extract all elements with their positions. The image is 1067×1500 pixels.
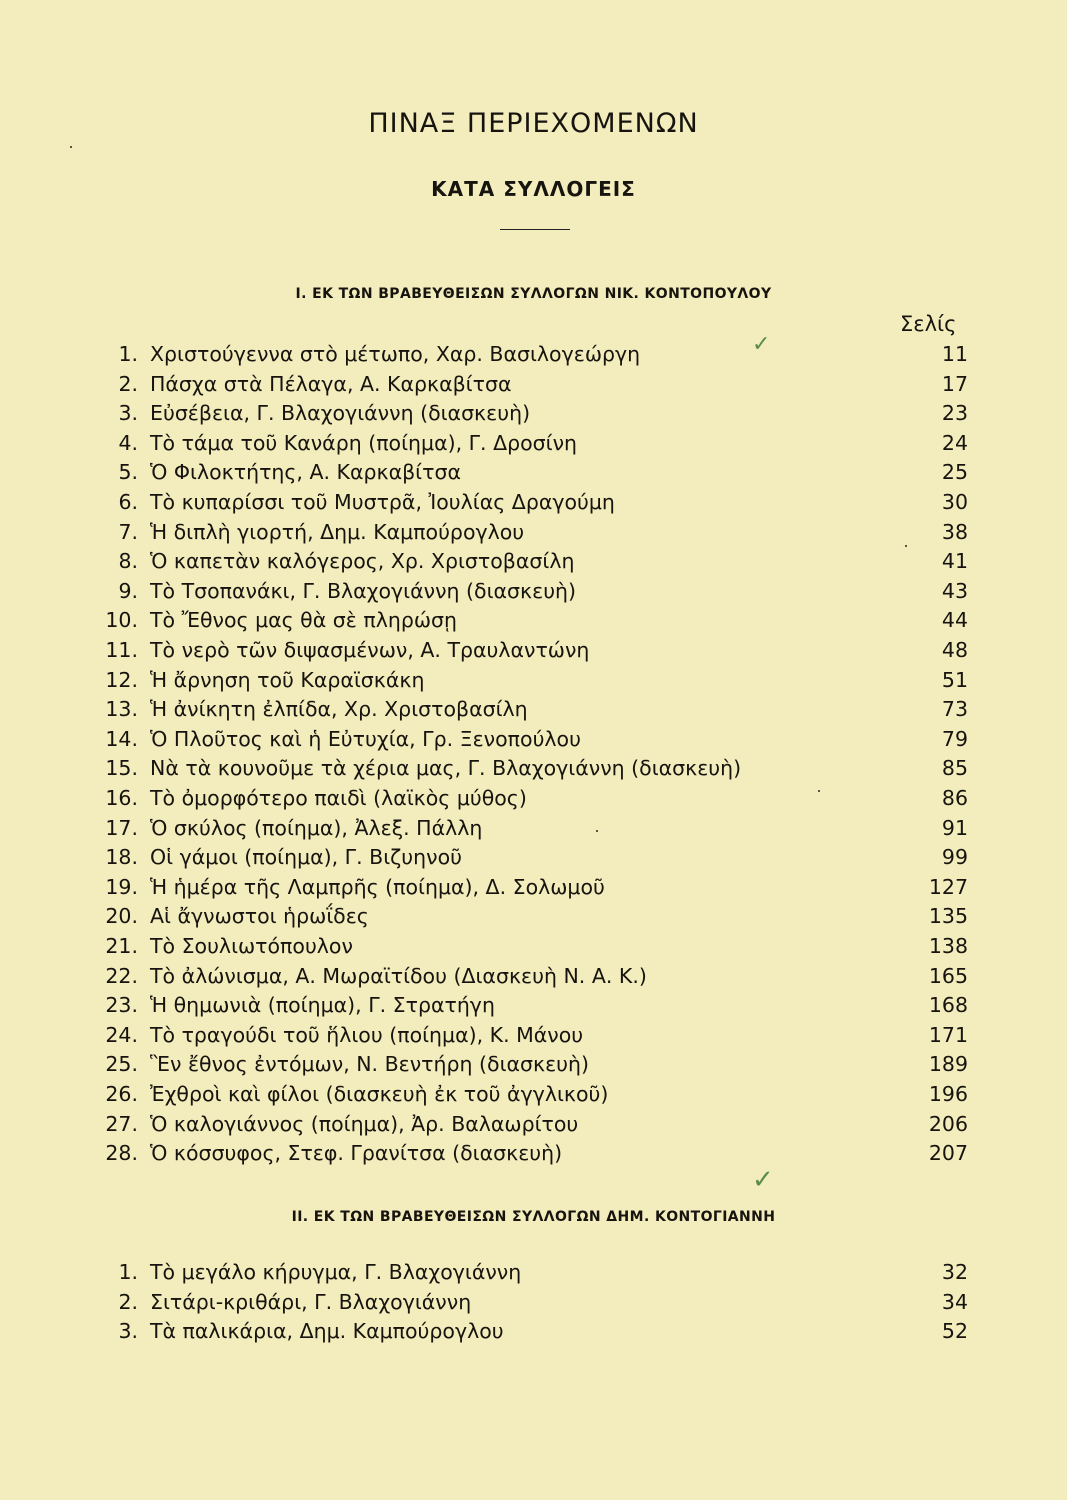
- toc-entry: [0, 547, 1067, 577]
- toc-entry: [0, 606, 1067, 636]
- toc-entry-page: 52: [941, 1319, 968, 1344]
- toc-entry-page: 73: [941, 697, 968, 722]
- section-2-heading: ΙΙ. ΕΚ ΤΩΝ ΒΡΑΒΕΥΘΕΙΣΩΝ ΣΥΛΛΟΓΩΝ ΔΗΜ. ΚΟΝΤΟΓΙΑΝΝΗ: [291, 1209, 776, 1225]
- toc-entry: [0, 873, 1067, 903]
- toc-entry-page: 127: [928, 874, 968, 899]
- toc-entry: [0, 577, 1067, 607]
- toc-entry-number: 21.: [105, 934, 138, 958]
- toc-entry-title: Τὸ κυπαρίσσι τοῦ Μυστρᾶ, Ἰουλίας Δραγούμη: [150, 490, 615, 514]
- toc-entry: [0, 518, 1067, 548]
- toc-entry-number: 15.: [105, 756, 138, 781]
- toc-entry-title: Τὸ Τσοπανάκι, Γ. Βλαχογιάννη (διασκευὴ): [150, 578, 577, 603]
- toc-entry-title: Τὸ Ἔθνος μας θὰ σὲ πληρώσῃ: [150, 608, 457, 633]
- toc-entry-number: 19.: [105, 874, 138, 899]
- toc-entry: [0, 932, 1067, 962]
- toc-entry-title: Οἱ γάμοι (ποίημα), Γ. Βιζυηνοῦ: [150, 845, 462, 870]
- toc-entry: [0, 458, 1067, 488]
- toc-entry-page: 11: [941, 342, 968, 366]
- toc-entry: [0, 991, 1067, 1021]
- toc-entry-title: Ἡ ἀνίκητη ἐλπίδα, Χρ. Χριστοβασίλη: [150, 697, 528, 722]
- toc-entry-number: 2.: [118, 1289, 138, 1314]
- toc-entry-number: 4.: [118, 430, 138, 455]
- toc-entry-number: 16.: [105, 786, 138, 810]
- toc-entry: [0, 1050, 1067, 1080]
- toc-entry: [0, 843, 1067, 873]
- toc-entry-title: Εὐσέβεια, Γ. Βλαχογιάννη (διασκευὴ): [150, 401, 531, 426]
- toc-entry-title: Αἱ ἄγνωστοι ἡρωΐδες: [150, 904, 369, 929]
- toc-entry-page: 138: [928, 934, 968, 958]
- toc-entry-page: 207: [928, 1141, 968, 1166]
- toc-entry-page: 135: [928, 904, 968, 929]
- toc-entry-number: 1.: [118, 342, 138, 366]
- toc-entry-number: 24.: [105, 1022, 138, 1047]
- toc-entry: [0, 429, 1067, 459]
- toc-entry-number: 18.: [105, 845, 138, 870]
- toc-entry-title: Τὸ τάμα τοῦ Κανάρη (ποίημα), Γ. Δροσίνη: [150, 430, 578, 455]
- toc-entry-title: Ὁ καπετὰν καλόγερος, Χρ. Χριστοβασίλη: [150, 549, 575, 574]
- toc-entry-title: Νὰ τὰ κουνοῦμε τὰ χέρια μας, Γ. Βλαχογιάννη (διασκευὴ): [150, 756, 742, 781]
- toc-entry-title: Ὁ Φιλοκτήτης, Α. Καρκαβίτσα: [150, 460, 461, 485]
- page-subtitle: ΚΑΤΑ ΣΥΛΛΟΓΕΙΣ: [431, 177, 636, 201]
- toc-entry: [0, 754, 1067, 784]
- scan-speck: [905, 545, 907, 547]
- toc-entry: [0, 488, 1067, 518]
- toc-entry-title: Τὸ μεγάλο κήρυγμα, Γ. Βλαχογιάννη: [150, 1260, 522, 1284]
- toc-entry-number: 12.: [105, 667, 138, 692]
- toc-entry-number: 8.: [118, 549, 138, 574]
- toc-entry-page: 51: [941, 667, 968, 692]
- toc-entry-number: 11.: [105, 638, 138, 662]
- toc-entry-page: 23: [941, 401, 968, 426]
- toc-entry-page: 99: [941, 845, 968, 870]
- toc-entry-page: 48: [941, 638, 968, 662]
- toc-entry: [0, 340, 1067, 370]
- toc-entry-number: 27.: [105, 1111, 138, 1136]
- toc-entry-title: Τὸ νερὸ τῶν διψασμένων, Α. Τραυλαντώνη: [150, 638, 590, 662]
- toc-entry-title: Ὁ καλογιάννος (ποίημα), Ἀρ. Βαλαωρίτου: [150, 1111, 579, 1136]
- toc-entry-number: 9.: [118, 578, 138, 603]
- toc-entry-number: 23.: [105, 993, 138, 1018]
- toc-entry-title: Τὸ ὀμορφότερο παιδὶ (λαϊκὸς μύθος): [150, 786, 527, 810]
- toc-entry-page: 171: [928, 1022, 968, 1047]
- toc-entry: [0, 1317, 1067, 1347]
- toc-entry-number: 10.: [105, 608, 138, 633]
- toc-entry-page: 25: [941, 460, 968, 485]
- toc-entry: [0, 636, 1067, 666]
- scan-speck: [596, 830, 598, 832]
- toc-entry-number: 7.: [118, 519, 138, 544]
- pencil-check-mark: ✓: [752, 1165, 774, 1195]
- toc-entry-title: Τὸ τραγούδι τοῦ ἥλιου (ποίημα), Κ. Μάνου: [150, 1022, 584, 1047]
- toc-entry-title: Ἡ ἡμέρα τῆς Λαμπρῆς (ποίημα), Δ. Σολωμοῦ: [150, 874, 605, 899]
- toc-entry-page: 206: [928, 1111, 968, 1136]
- toc-entry-page: 44: [941, 608, 968, 633]
- toc-entry: [0, 1258, 1067, 1288]
- toc-entry-title: Ἡ θημωνιὰ (ποίημα), Γ. Στρατήγη: [150, 993, 495, 1018]
- toc-entry-page: 189: [928, 1052, 968, 1077]
- toc-entry-title: Ὁ Πλοῦτος καὶ ἡ Εὐτυχία, Γρ. Ξενοπούλου: [150, 726, 581, 751]
- toc-entry-page: 38: [941, 519, 968, 544]
- toc-entry-title: Τὰ παλικάρια, Δημ. Καμπούρογλου: [150, 1319, 504, 1344]
- toc-entry: [0, 1288, 1067, 1318]
- toc-entry-page: 24: [941, 430, 968, 455]
- page-column-label: Σελίς: [900, 312, 957, 336]
- toc-entry-number: 3.: [118, 1319, 138, 1344]
- toc-entry-number: 17.: [105, 815, 138, 840]
- toc-entry: [0, 784, 1067, 814]
- toc-entry-title: Ὁ κόσσυφος, Στεφ. Γρανίτσα (διασκευὴ): [150, 1141, 563, 1166]
- toc-entry-number: 2.: [118, 371, 138, 396]
- toc-entry: [0, 695, 1067, 725]
- page-title: ΠΙΝΑΞ ΠΕΡΙΕΧΟΜΕΝΩΝ: [368, 108, 699, 139]
- toc-entry-page: 32: [941, 1260, 968, 1284]
- toc-entry-number: 13.: [105, 697, 138, 722]
- toc-entry: [0, 814, 1067, 844]
- toc-entry-number: 28.: [105, 1141, 138, 1166]
- toc-entry-number: 22.: [105, 963, 138, 988]
- toc-entry-page: 196: [928, 1082, 968, 1106]
- toc-entry-title: Ἡ ἄρνηση τοῦ Καραϊσκάκη: [150, 667, 425, 692]
- toc-entry: [0, 399, 1067, 429]
- toc-entry-page: 79: [941, 726, 968, 751]
- toc-entry-page: 17: [941, 371, 968, 396]
- toc-entry-title: Τὸ Σουλιωτόπουλον: [150, 934, 353, 958]
- toc-entry: [0, 1139, 1067, 1169]
- toc-entry-number: 1.: [118, 1260, 138, 1284]
- toc-entry: [0, 666, 1067, 696]
- toc-entry-page: 165: [928, 963, 968, 988]
- toc-entry-page: 34: [941, 1289, 968, 1314]
- section-1-heading: Ι. ΕΚ ΤΩΝ ΒΡΑΒΕΥΘΕΙΣΩΝ ΣΥΛΛΟΓΩΝ ΝΙΚ. ΚΟΝΤΟΠΟΥΛΟΥ: [295, 286, 772, 302]
- toc-entry-number: 6.: [118, 490, 138, 514]
- toc-entry: [0, 962, 1067, 992]
- toc-entry-page: 30: [941, 490, 968, 514]
- toc-entry-page: 86: [941, 786, 968, 810]
- toc-entry-title: Τὸ ἀλώνισμα, Α. Μωραϊτίδου (Διασκευὴ Ν. Α. Κ.): [150, 963, 647, 988]
- toc-entry-title: Ἓν ἔθνος ἐντόμων, Ν. Βεντήρη (διασκευὴ): [150, 1052, 590, 1077]
- toc-entry-number: 3.: [118, 401, 138, 426]
- toc-entry-number: 14.: [105, 726, 138, 751]
- toc-entry-page: 41: [941, 549, 968, 574]
- toc-entry-number: 5.: [118, 460, 138, 485]
- toc-entry-page: 85: [941, 756, 968, 781]
- toc-entry-page: 43: [941, 578, 968, 603]
- toc-entry-title: Σιτάρι-κριθάρι, Γ. Βλαχογιάννη: [150, 1289, 472, 1314]
- toc-entry: [0, 1110, 1067, 1140]
- toc-entry: [0, 370, 1067, 400]
- toc-entry-title: Χριστούγεννα στὸ μέτωπο, Χαρ. Βασιλογεώργη: [150, 342, 641, 366]
- scan-speck: [818, 790, 820, 792]
- toc-entry-title: Ἐχθροὶ καὶ φίλοι (διασκευὴ ἐκ τοῦ ἀγγλικοῦ): [150, 1082, 609, 1106]
- toc-entry-page: 91: [941, 815, 968, 840]
- toc-entry-number: 25.: [105, 1052, 138, 1077]
- scan-speck: [70, 146, 72, 148]
- toc-entry: [0, 1021, 1067, 1051]
- pencil-check-mark: ✓: [752, 332, 771, 357]
- toc-entry: [0, 902, 1067, 932]
- toc-entry: [0, 725, 1067, 755]
- toc-entry-title: Πάσχα στὰ Πέλαγα, Α. Καρκαβίτσα: [150, 371, 512, 396]
- divider: [500, 229, 570, 230]
- toc-entry-number: 26.: [105, 1082, 138, 1106]
- toc-entry-title: Ἡ διπλὴ γιορτή, Δημ. Καμπούρογλου: [150, 519, 525, 544]
- toc-entry-number: 20.: [105, 904, 138, 929]
- toc-entry-title: Ὁ σκύλος (ποίημα), Ἀλεξ. Πάλλη: [150, 815, 483, 840]
- toc-entry: [0, 1080, 1067, 1110]
- toc-entry-page: 168: [928, 993, 968, 1018]
